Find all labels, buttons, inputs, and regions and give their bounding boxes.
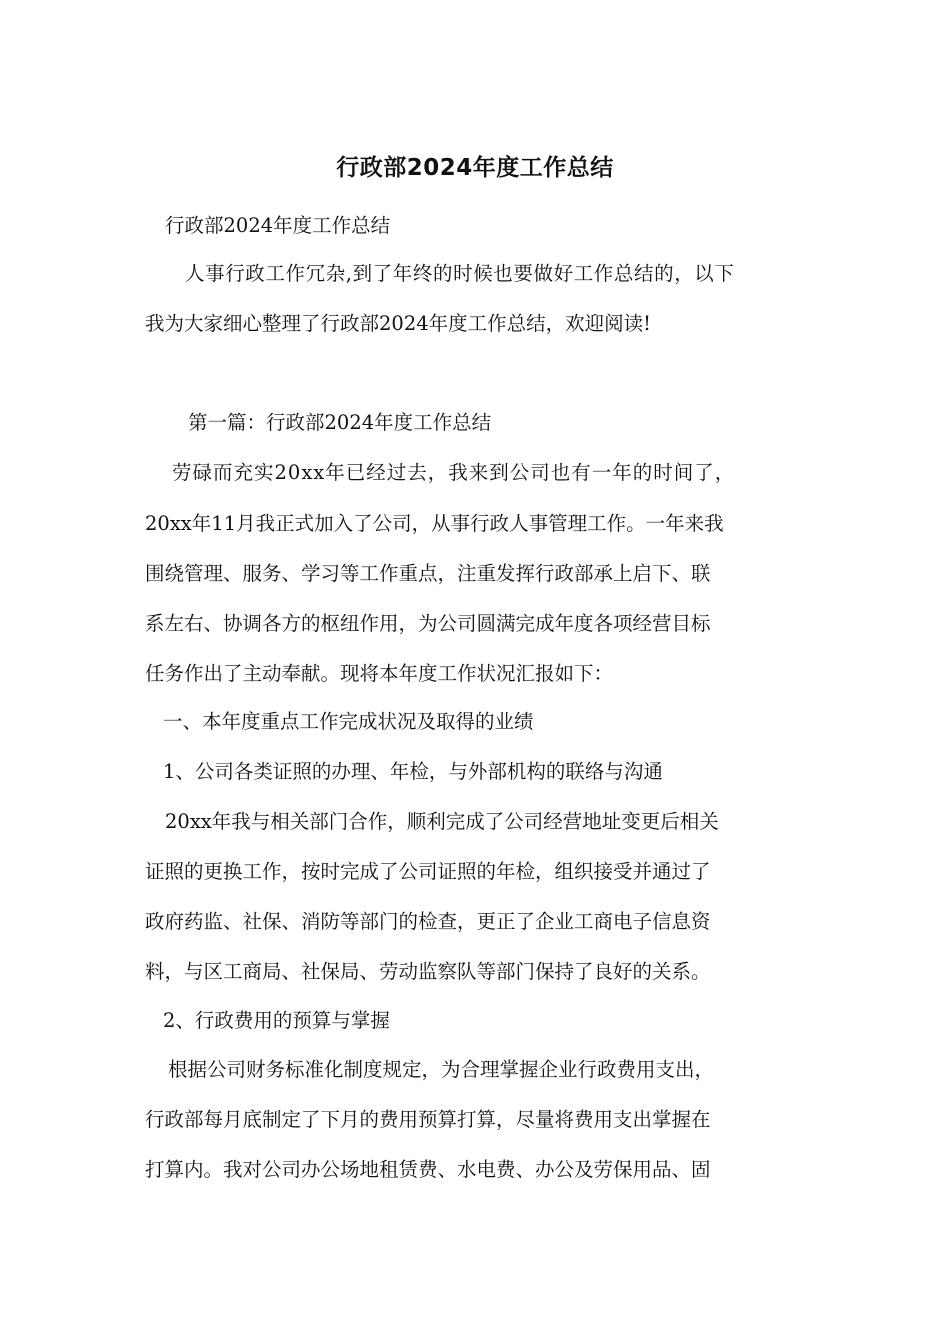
- paragraph-line: 围绕管理、服务、学习等工作重点，注重发挥行政部承上启下、联: [145, 562, 711, 585]
- paragraph-line: 行政部每月底制定了下月的费用预算打算，尽量将费用支出掌握在: [145, 1108, 711, 1131]
- section-heading: 第一篇：行政部2024年度工作总结: [188, 411, 492, 434]
- paragraph-line: 证照的更换工作，按时完成了公司证照的年检，组织接受并通过了: [145, 860, 711, 883]
- paragraph-line: 行政部2024年度工作总结: [165, 214, 391, 237]
- paragraph-line: 根据公司财务标准化制度规定，为合理掌握企业行政费用支出，: [168, 1058, 715, 1081]
- paragraph-line: 20xx年我与相关部门合作，顺利完成了公司经营地址变更后相关: [165, 810, 719, 833]
- paragraph-line: 政府药监、社保、消防等部门的检查，更正了企业工商电子信息资: [145, 910, 711, 933]
- paragraph-line: 我为大家细心整理了行政部2024年度工作总结，欢迎阅读!: [145, 312, 651, 335]
- subsection-heading: 1、公司各类证照的办理、年检，与外部机构的联络与沟通: [163, 760, 663, 783]
- paragraph-line: 打算内。我对公司办公场地租赁费、水电费、办公及劳保用品、固: [145, 1158, 711, 1181]
- paragraph-line: 劳碌而充实20xx年已经过去，我来到公司也有一年的时间了，: [172, 461, 736, 484]
- document-title: 行政部2024年度工作总结: [336, 155, 614, 181]
- paragraph-line: 人事行政工作冗杂,到了年终的时候也要做好工作总结的，以下: [185, 262, 735, 285]
- paragraph-line: 20xx年11月我正式加入了公司，从事行政人事管理工作。一年来我: [145, 512, 724, 535]
- paragraph-line: 系左右、协调各方的枢纽作用，为公司圆满完成年度各项经营目标: [145, 612, 711, 635]
- paragraph-line: 任务作出了主动奉献。现将本年度工作状况汇报如下：: [145, 662, 614, 685]
- paragraph-line: 料，与区工商局、社保局、劳动监察队等部门保持了良好的关系。: [145, 960, 711, 983]
- section-heading: 一、本年度重点工作完成状况及取得的业绩: [163, 710, 534, 733]
- subsection-heading: 2、行政费用的预算与掌握: [163, 1009, 390, 1032]
